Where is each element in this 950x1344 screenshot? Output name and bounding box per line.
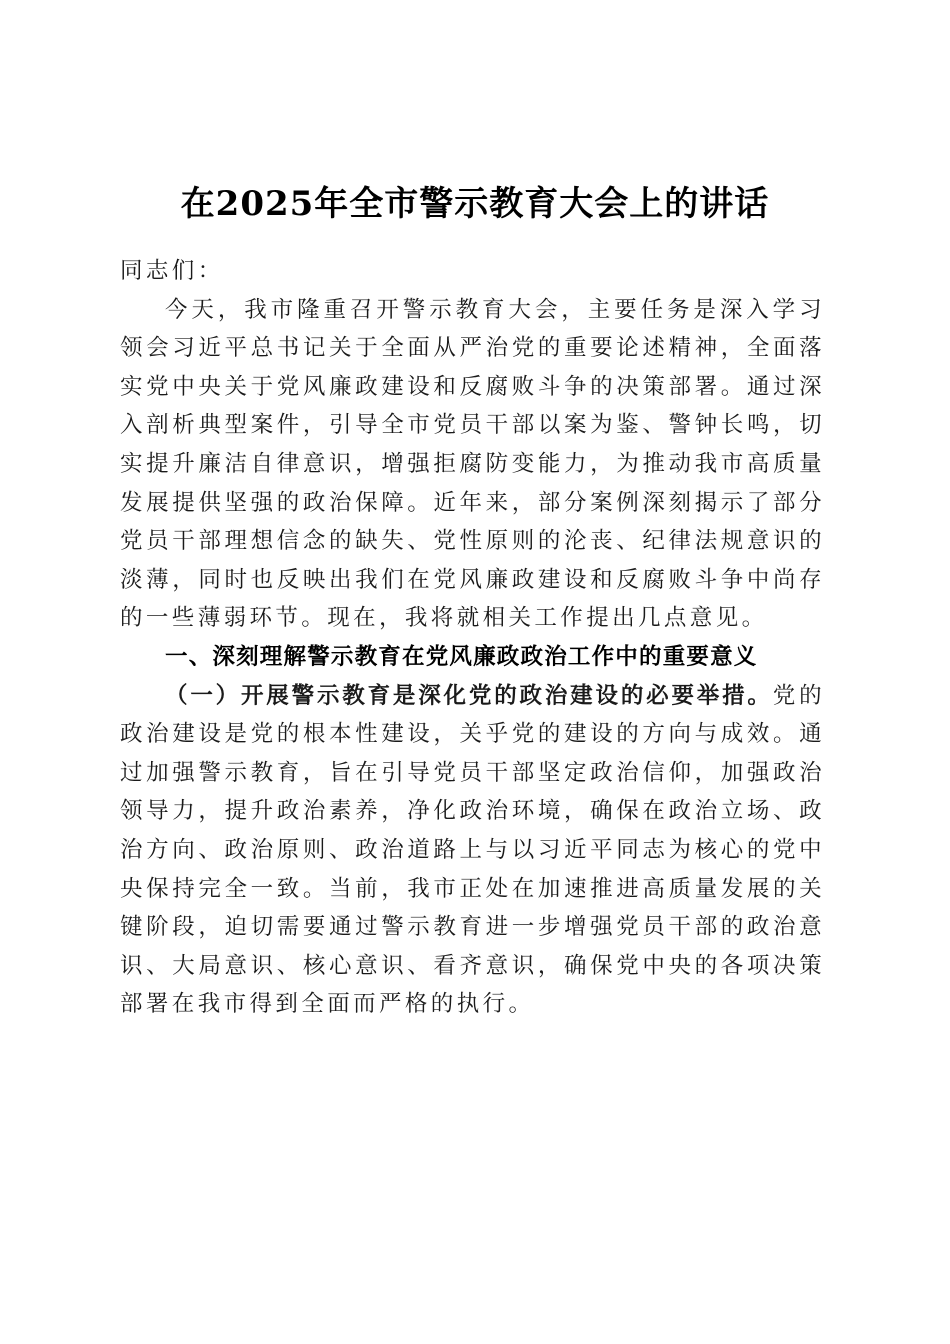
section-heading-1: 一、深刻理解警示教育在党风廉政政治工作中的重要意义: [165, 643, 758, 670]
salutation: 同志们：: [120, 258, 224, 284]
document-title: 在2025年全市警示教育大会上的讲话: [180, 184, 770, 224]
subsection-body-1: 党的政治建设是党的根本性建设，关乎党的建设的方向与成效。通过加强警示教育，旨在引导党员干部坚定政治信仰，加强政治领导力，提升政治素养，净化政治环境，确保在政治立场、政治方向、政治原则、政治道路上与以习近平同志为核心的党中央保持完全一致。当前，我市正处在加速推进高质量发展的关键阶段，迫切需要通过警示教育进一步增强党员干部的政治意识、大局意识、核心意识、看齐意识，确保党中央的各项决策部署在我市得到全面而严格的执行。: [120, 682, 825, 1018]
subsection-title-1: （一）开展警示教育是深化党的政治建设的必要举措。: [165, 682, 773, 709]
paragraph-subsection-1: [120, 677, 825, 1024]
document-body: [120, 252, 825, 1024]
paragraph-intro: 今天，我市隆重召开警示教育大会，主要任务是深入学习领会习近平总书记关于全面从严治党的重要论述精神，全面落实党中央关于党风廉政建设和反腐败斗争的决策部署。通过深入剖析典型案件，引导全市党员干部以案为鉴、警钟长鸣，切实提升廉洁自律意识，增强拒腐防变能力，为推动我市高质量发展提供坚强的政治保障。近年来，部分案例深刻揭示了部分党员干部理想信念的缺失、党性原则的沦丧、纪律法规意识的淡薄，同时也反映出我们在党风廉政建设和反腐败斗争中尚存的一些薄弱环节。现在，我将就相关工作提出几点意见。: [120, 296, 825, 632]
